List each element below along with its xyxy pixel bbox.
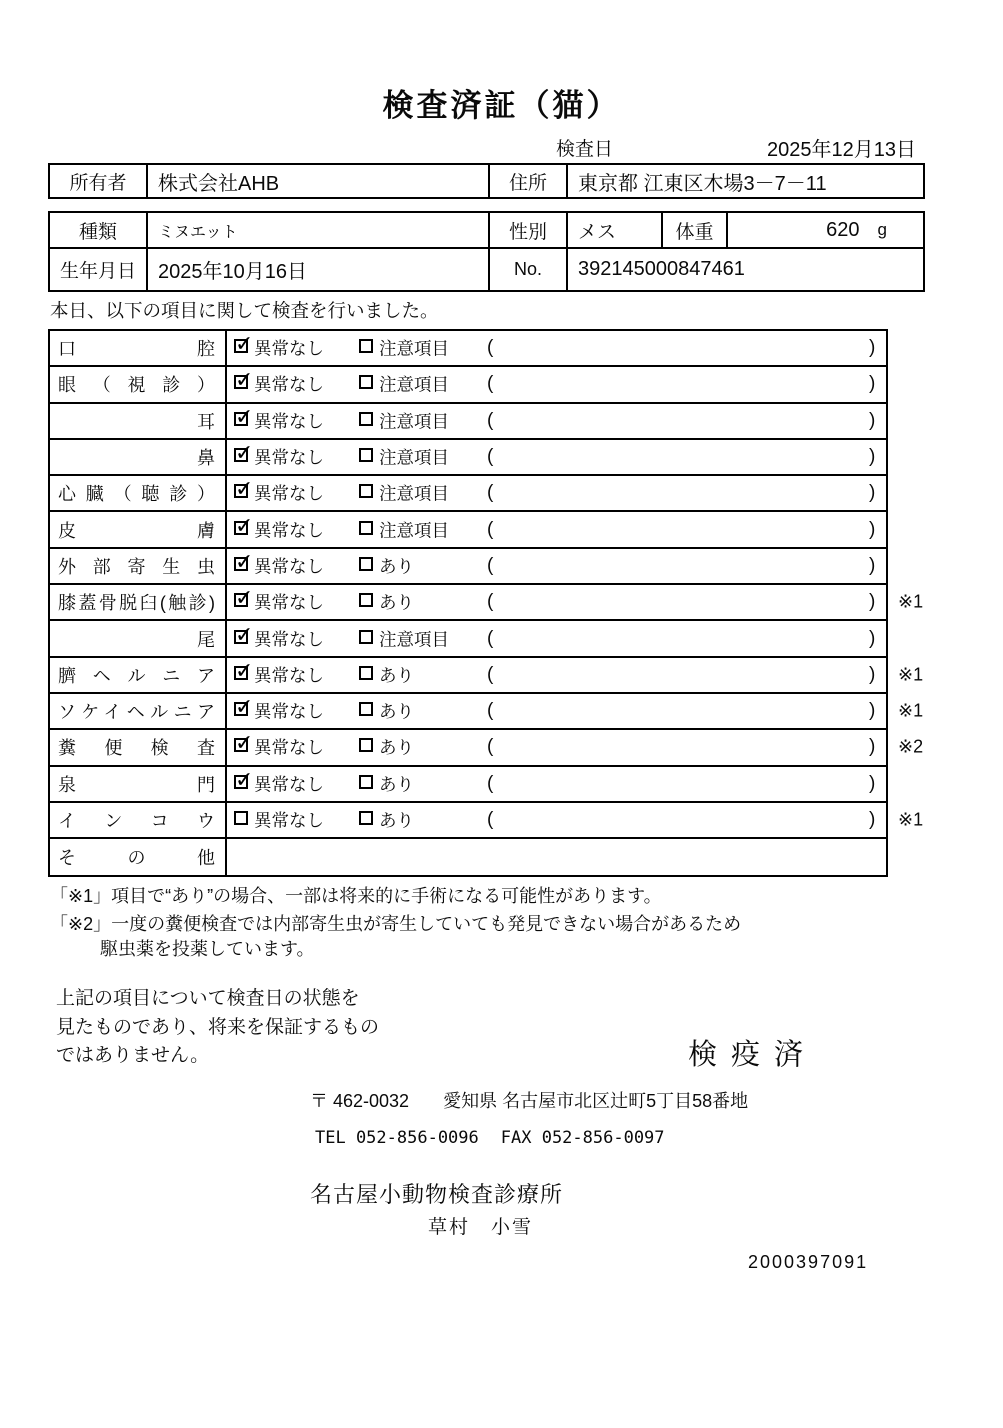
item-name-cell [50, 839, 227, 875]
clinic-address: 愛知県 名古屋市北区辻町5丁目58番地 [443, 1091, 749, 1111]
alt-checkbox-label: 注意項目 [379, 520, 449, 541]
note-paren-close: ) [869, 700, 876, 722]
alt-checkbox [359, 702, 373, 716]
disclaimer-line-3: ではありません。 [56, 1045, 210, 1066]
inspection-date-label: 検査日 [556, 139, 614, 160]
normal-checkbox [234, 593, 248, 607]
breed-label: 種類 [50, 213, 148, 247]
footnote-2: 「※2」一度の糞便検査では内部寄生虫が寄生していても発見できない場合があるため [50, 914, 742, 934]
note-paren-open: ( [487, 554, 494, 576]
item-name-cell [50, 440, 227, 474]
breed-value: ミヌエット [148, 213, 490, 247]
alt-checkbox-label: あり [379, 665, 414, 686]
weight-value-cell [728, 213, 923, 247]
owner-table [48, 163, 925, 199]
alt-checkbox [359, 593, 373, 607]
note-paren-open: ( [487, 627, 494, 649]
alt-checkbox [359, 339, 373, 353]
item-name-cell [50, 621, 227, 655]
checklist-row [50, 839, 886, 875]
checklist-row [50, 585, 924, 621]
note-paren-close: ) [869, 482, 876, 504]
item-name-label: 鼻 [197, 448, 215, 469]
normal-checkbox-label: 異常なし [254, 665, 324, 686]
quarantine-passed-stamp: 検疫済 [688, 1039, 818, 1071]
row-content [229, 839, 886, 875]
no-label: No. [490, 249, 568, 290]
alt-checkbox-label: 注意項目 [379, 447, 449, 468]
sex-label: 性別 [490, 213, 568, 247]
item-name-label: 臍ヘルニア [58, 665, 215, 686]
note-paren-close: ) [869, 446, 876, 468]
checklist-row [50, 694, 924, 730]
alt-checkbox [359, 775, 373, 789]
note-paren-close: ) [869, 373, 876, 395]
item-name-cell [50, 803, 227, 837]
clinic-name: 名古屋小動物検査診療所 [310, 1182, 564, 1207]
weight-label: 体重 [663, 213, 728, 247]
row-content [229, 367, 886, 401]
note-paren-open: ( [487, 373, 494, 395]
normal-checkbox [234, 448, 248, 462]
alt-checkbox [359, 448, 373, 462]
row-content [229, 440, 886, 474]
remark-label: ※2 [898, 736, 924, 757]
note-paren-close: ) [869, 663, 876, 685]
alt-checkbox-label: 注意項目 [379, 338, 449, 359]
row-content [229, 404, 886, 438]
item-name-cell [50, 331, 227, 365]
checklist-row [50, 476, 886, 512]
row-content [229, 585, 886, 619]
checklist-row [50, 658, 924, 694]
remark-label: ※1 [898, 591, 924, 612]
item-name-label: インコウ [58, 811, 215, 831]
alt-checkbox [359, 412, 373, 426]
alt-checkbox-label: あり [379, 556, 414, 577]
note-paren-open: ( [487, 809, 494, 830]
serial-number: 2000397091 [748, 1252, 869, 1272]
intro-text: 本日、以下の項目に関して検査を行いました。 [50, 300, 439, 321]
footnote-2-continued: 駆虫薬を投薬しています。 [100, 939, 315, 959]
normal-checkbox-label: 異常なし [254, 556, 324, 577]
note-paren-close: ) [869, 772, 876, 794]
note-paren-close: ) [869, 554, 876, 576]
normal-checkbox [234, 702, 248, 716]
checklist-row [50, 440, 886, 476]
checklist-row [50, 803, 924, 839]
disclaimer-line-1: 上記の項目について検査日の状態を [56, 988, 360, 1009]
item-name-cell [50, 658, 227, 692]
sex-value: メス [568, 213, 663, 247]
row-content [229, 549, 886, 583]
normal-checkbox-label: 異常なし [254, 520, 324, 541]
alt-checkbox-label: 注意項目 [379, 483, 449, 504]
item-name-label: 心臓（聴診） [58, 484, 215, 505]
note-paren-open: ( [487, 482, 494, 504]
footnote-1: 「※1」項目で“あり”の場合、一部は将来的に手術になる可能性があります。 [50, 886, 662, 906]
alt-checkbox [359, 630, 373, 644]
normal-checkbox [234, 339, 248, 353]
item-name-label: 外部寄生虫 [58, 556, 215, 577]
item-name-label: 口腔 [58, 339, 215, 360]
alt-checkbox-label: あり [379, 592, 414, 613]
item-name-cell [50, 730, 227, 764]
alt-checkbox [359, 375, 373, 389]
note-paren-close: ) [869, 518, 876, 540]
checklist-row [50, 331, 886, 367]
note-paren-open: ( [487, 736, 494, 758]
row-content [229, 658, 886, 692]
item-name-label: 眼（視診） [58, 375, 215, 396]
remark-label: ※1 [898, 809, 924, 830]
normal-checkbox-label: 異常なし [254, 483, 324, 504]
item-name-cell [50, 694, 227, 728]
checklist-row [50, 730, 924, 766]
note-paren-open: ( [487, 518, 494, 540]
item-name-cell [50, 585, 227, 619]
normal-checkbox [234, 666, 248, 680]
normal-checkbox [234, 375, 248, 389]
note-paren-close: ) [869, 627, 876, 649]
item-name-cell [50, 476, 227, 510]
note-paren-open: ( [487, 591, 494, 613]
alt-checkbox [359, 666, 373, 680]
checklist-row [50, 767, 886, 803]
normal-checkbox-label: 異常なし [254, 338, 324, 359]
address-value: 東京都 江東区木場3－7－11 [578, 172, 827, 195]
disclaimer-text [56, 985, 436, 1071]
normal-checkbox [234, 521, 248, 535]
normal-checkbox-label: 異常なし [254, 411, 324, 432]
owner-label: 所有者 [50, 165, 148, 197]
birthdate-label: 生年月日 [50, 249, 148, 290]
note-paren-close: ) [869, 591, 876, 613]
note-paren-close: ) [869, 809, 876, 830]
alt-checkbox-label: 注意項目 [379, 411, 449, 432]
item-name-label: 糞便検査 [58, 738, 215, 759]
checklist-row [50, 549, 886, 585]
normal-checkbox [234, 557, 248, 571]
alt-checkbox [359, 738, 373, 752]
alt-checkbox-label: あり [379, 701, 414, 722]
checklist-table [48, 329, 924, 877]
item-name-label: 泉門 [58, 774, 215, 795]
normal-checkbox-label: 異常なし [254, 592, 324, 613]
inspection-date-value: 2025年12月13日 [767, 139, 916, 161]
row-content [229, 621, 886, 655]
normal-checkbox-label: 異常なし [254, 629, 324, 650]
normal-checkbox [234, 484, 248, 498]
checklist-row [50, 404, 886, 440]
item-name-label: その他 [58, 848, 215, 869]
row-content [229, 476, 886, 510]
item-name-cell [50, 549, 227, 583]
normal-checkbox [234, 811, 248, 825]
item-name-cell [50, 404, 227, 438]
row-content [229, 730, 886, 764]
note-paren-open: ( [487, 700, 494, 722]
checklist-row [50, 367, 886, 403]
note-paren-open: ( [487, 663, 494, 685]
item-name-label: 耳 [197, 411, 215, 432]
note-paren-close: ) [869, 409, 876, 431]
tel-number: TEL 052-856-0096 [315, 1128, 479, 1148]
normal-checkbox [234, 412, 248, 426]
note-paren-close: ) [869, 736, 876, 758]
note-paren-open: ( [487, 409, 494, 431]
clinic-address-line [310, 1087, 748, 1113]
item-name-label: ソケイヘルニア [58, 702, 215, 723]
normal-checkbox [234, 738, 248, 752]
alt-checkbox-label: あり [379, 774, 414, 795]
item-name-cell [50, 367, 227, 401]
alt-checkbox [359, 521, 373, 535]
postal-code: 〒 462-0032 [310, 1091, 410, 1111]
alt-checkbox-label: あり [379, 810, 414, 831]
normal-checkbox [234, 775, 248, 789]
remark-label: ※1 [898, 664, 924, 685]
item-name-label: 尾 [197, 629, 215, 650]
row-content [229, 331, 886, 365]
normal-checkbox-label: 異常なし [254, 737, 324, 758]
item-name-cell [50, 767, 227, 801]
fax-number: FAX 052-856-0097 [500, 1128, 665, 1148]
alt-checkbox-label: 注意項目 [379, 629, 449, 650]
normal-checkbox-label: 異常なし [254, 701, 324, 722]
alt-checkbox-label: 注意項目 [379, 374, 449, 395]
item-name-label: 膝蓋骨脱臼(触診) [58, 593, 215, 614]
note-paren-open: ( [487, 337, 494, 359]
veterinarian-name: 草村 小雪 [428, 1217, 534, 1238]
row-content [229, 803, 886, 837]
remark-label: ※1 [898, 700, 924, 721]
address-label: 住所 [490, 165, 568, 197]
checklist-row [50, 621, 886, 657]
alt-checkbox [359, 811, 373, 825]
row-content [229, 512, 886, 546]
normal-checkbox [234, 630, 248, 644]
alt-checkbox [359, 557, 373, 571]
item-name-label: 皮膚 [58, 520, 215, 541]
normal-checkbox-label: 異常なし [254, 374, 324, 395]
row-content [229, 767, 886, 801]
note-paren-close: ) [869, 337, 876, 359]
birthdate-value: 2025年10月16日 [148, 249, 490, 290]
note-paren-open: ( [487, 772, 494, 794]
weight-value: 620 [826, 218, 860, 241]
alt-checkbox [359, 484, 373, 498]
animal-table [48, 211, 925, 292]
normal-checkbox-label: 異常なし [254, 447, 324, 468]
clinic-phone-line [315, 1128, 665, 1148]
normal-checkbox-label: 異常なし [254, 774, 324, 795]
weight-unit: g [877, 220, 887, 239]
normal-checkbox-label: 異常なし [254, 810, 324, 831]
row-content [229, 694, 886, 728]
checklist-row [50, 512, 886, 548]
alt-checkbox-label: あり [379, 737, 414, 758]
note-paren-open: ( [487, 446, 494, 468]
disclaimer-line-2: 見たものであり、将来を保証するもの [56, 1016, 380, 1038]
owner-value: 株式会社AHB [148, 165, 490, 197]
no-value: 392145000847461 [578, 258, 745, 280]
page-title: 検査済証（猫） [382, 88, 621, 123]
item-name-cell [50, 512, 227, 546]
